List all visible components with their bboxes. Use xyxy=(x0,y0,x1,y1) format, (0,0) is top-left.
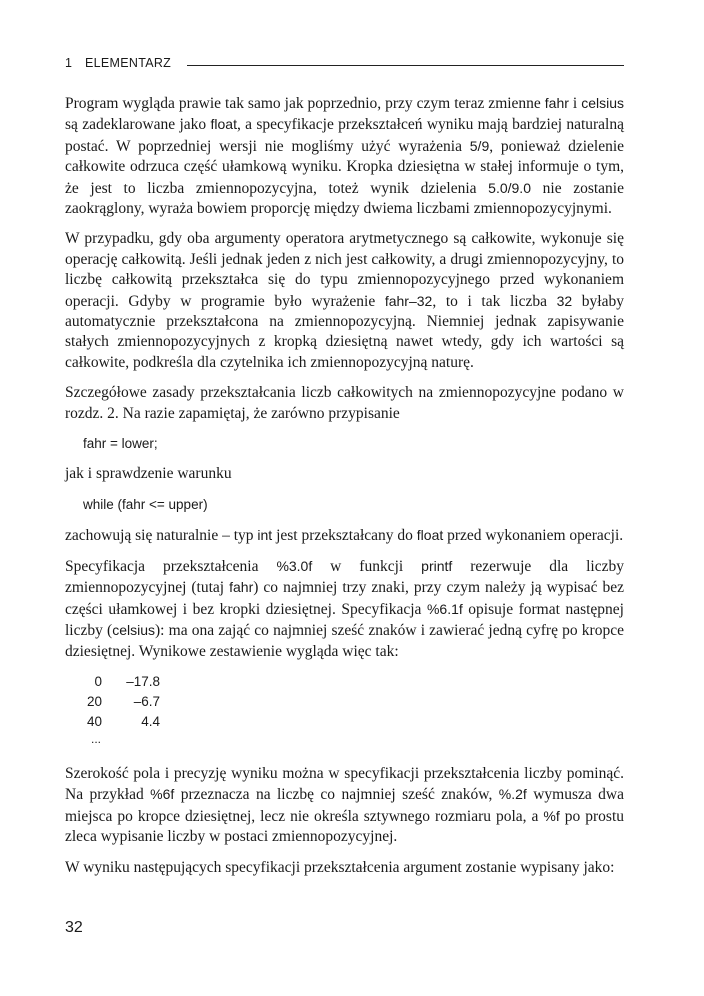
paragraph-1: Program wygląda prawie tak samo jak poprzednio, przy czym teraz zmienne fahr i celsius są zadeklarowane jako float, a specyfikacje przekształceń wyniku mają bardziej naturalną postać. W poprzedniej wersji nie mogliśmy użyć wyrażenia 5/9, ponieważ dzielenie całkowite odrzuca część ułamkową wyniku. Kropka dziesiętna w stałej informuje o tym, że jest to liczba zmiennopozycyjna, toteż wynik dzielenia 5.0/9.0 nie zostanie zaokrąglony, wyraża bowiem proporcję między dwiema liczbami zmiennopozycyjnymi. xyxy=(65,95,625,218)
code-line-1: fahr = lower; xyxy=(83,436,158,452)
code-term: 5.0/9.0 xyxy=(488,179,531,196)
chapter-title: ELEMENTARZ xyxy=(85,56,172,70)
paragraph-7: Szerokość pola i precyzję wyniku można w specyfikacji przekształcenia liczby pominąć. Na przykład %6f przeznacza na liczbę co najmniej sześć znaków, %.2f wymusza dwa miejsca po kropce dziesiętnej, lecz nie określa sztywnego rozmiaru pola, a %f po prostu zleca wypisanie liczby w postaci zmiennopozycyjnej. xyxy=(65,764,625,846)
paragraph-2: W przypadku, gdy oba argumenty operatora arytmetycznego są całkowite, wykonuje się operację całkowitą. Jeśli jednak jeden z nich jest całkowity, a drugi zmiennopozycyjny, to liczbę całkowitą przekształca się do typu zmiennopozycyjnego przed wykonaniem operacji. Gdyby w programie było wyrażenie fahr–32, to i tak liczba 32 byłaby automatycznie przekształcona na zmiennopozycyjną. Niemniej jednak zapisywanie stałych zmiennopozycyjnych z kropką dziesiętną nawet wtedy, gdy ich wartości są całkowite, podkreśla dla czytelnika ich zmiennopozycyjną naturę. xyxy=(65,230,624,371)
code-term: %6.1f xyxy=(426,600,463,617)
code-term: 32 xyxy=(556,292,573,309)
code-term: celsius xyxy=(581,95,624,111)
table-row: 40 4.4 xyxy=(86,713,160,729)
table-row: 0 –17.8 xyxy=(94,673,160,689)
header-rule xyxy=(187,65,624,66)
code-term: %6f xyxy=(150,786,175,803)
code-term: fahr xyxy=(544,95,569,111)
code-term: %f xyxy=(543,807,560,824)
running-header xyxy=(65,52,624,72)
paragraph-3: Szczegółowe zasady przekształcania liczb całkowitych na zmiennopozycyjne podano w rozdz. 2. Na razie zapamiętaj, że zarówno przypisanie xyxy=(65,384,624,422)
code-term: fahr xyxy=(229,579,254,596)
output-table xyxy=(65,672,624,746)
code-term: %3.0f xyxy=(276,557,313,574)
table-ellipsis: ... xyxy=(91,731,102,746)
paragraph-8: W wyniku następujących specyfikacji przekształcenia argument zostanie wypisany jako: xyxy=(65,858,615,876)
code-term: 5/9 xyxy=(469,137,490,154)
paragraph-5: zachowują się naturalnie – typ int jest przekształcany do float przed wykonaniem operacji. xyxy=(65,526,624,544)
paragraph-6: Specyfikacja przekształcenia %3.0f w funkcji printf rezerwuje dla liczby zmiennopozycyjnej (tutaj fahr) co najmniej trzy znaki, przy czym należy ją wypisać bez części ułamkowej i bez kropki dziesiętnej. Specyfikacja %6.1f opisuje format następnej liczby (celsius): ma ona zająć co najmniej sześć znaków i zawierać jedną cyfrę po kropce dziesiętnej. Wynikowe zestawienie wygląda więc tak: xyxy=(65,557,624,660)
code-term: celsius xyxy=(112,622,155,639)
code-term: float xyxy=(416,526,444,543)
code-term: int xyxy=(257,526,273,543)
code-term: printf xyxy=(421,557,453,574)
body-text xyxy=(65,93,624,888)
code-term: %.2f xyxy=(498,786,527,803)
page-number: 32 xyxy=(65,919,83,936)
table-row: 20 –6.7 xyxy=(86,693,160,709)
code-term: fahr–32 xyxy=(384,292,433,309)
paragraph-4: jak i sprawdzenie warunku xyxy=(65,465,232,483)
code-line-2: while (fahr <= upper) xyxy=(83,496,208,512)
code-term: float xyxy=(210,116,237,133)
chapter-number: 1 xyxy=(65,56,73,70)
